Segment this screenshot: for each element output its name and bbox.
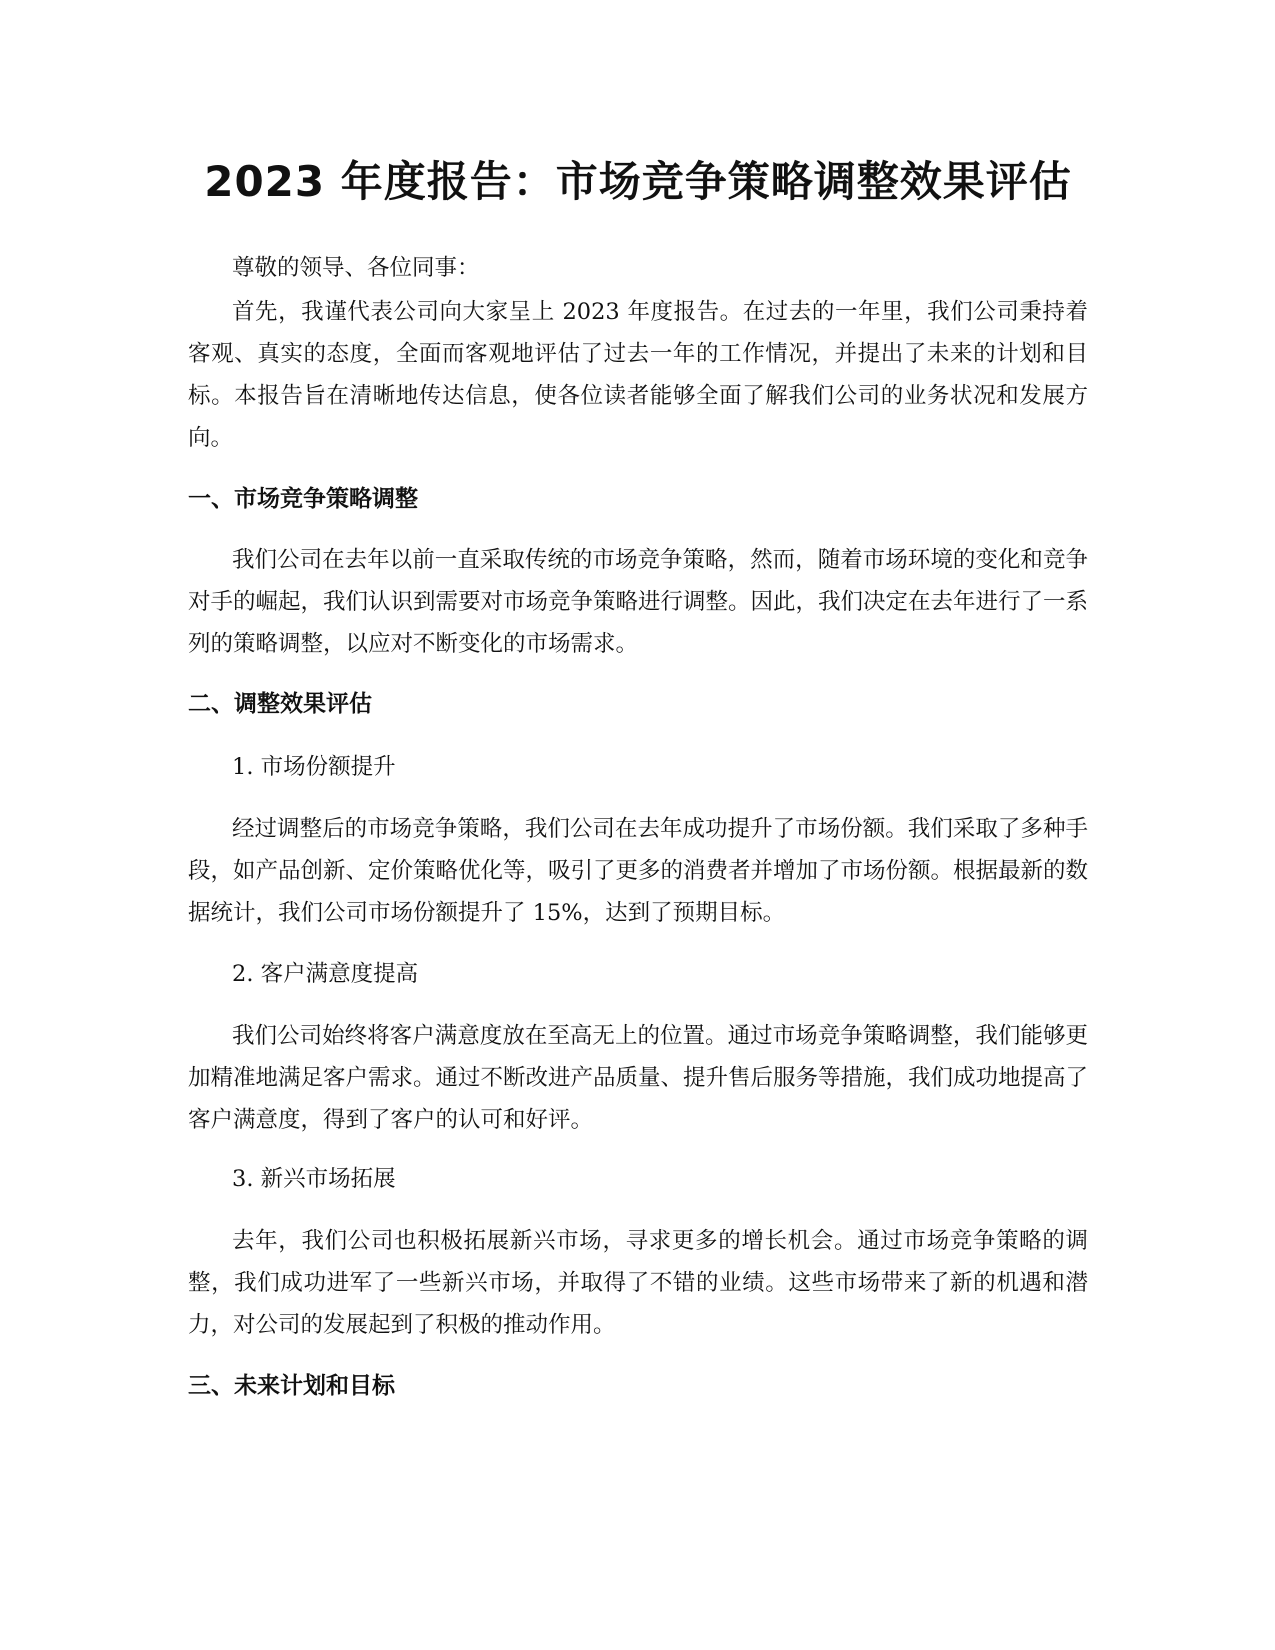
intro-paragraph: 首先，我谨代表公司向大家呈上 2023 年度报告。在过去的一年里，我们公司秉持着客观、真实的态度，全面而客观地评估了过去一年的工作情况，并提出了未来的计划和目标。本报告旨在清晰地传达信息，使各位读者能够全面了解我们公司的业务状况和发展方向。 [188, 299, 1088, 451]
document-page [188, 0, 1088, 1650]
section-1-heading: 一、市场竞争策略调整 [188, 486, 418, 512]
document-title: 2023 年度报告：市场竞争策略调整效果评估 [204, 157, 1072, 206]
item-1-paragraph: 经过调整后的市场竞争策略，我们公司在去年成功提升了市场份额。我们采取了多种手段，如产品创新、定价策略优化等，吸引了更多的消费者并增加了市场份额。根据最新的数据统计，我们公司市场份额提升了 15%，达到了预期目标。 [188, 816, 1089, 926]
section-1-paragraph: 我们公司在去年以前一直采取传统的市场竞争策略，然而，随着市场环境的变化和竞争对手的崛起，我们认识到需要对市场竞争策略进行调整。因此，我们决定在去年进行了一系列的策略调整，以应对不断变化的市场需求。 [188, 547, 1089, 657]
section-3-heading: 三、未来计划和目标 [188, 1373, 395, 1399]
item-2-paragraph: 我们公司始终将客户满意度放在至高无上的位置。通过市场竞争策略调整，我们能够更加精准地满足客户需求。通过不断改进产品质量、提升售后服务等措施，我们成功地提高了客户满意度，得到了客户的认可和好评。 [188, 1023, 1089, 1133]
item-1-title: 1. 市场份额提升 [232, 754, 396, 780]
greeting: 尊敬的领导、各位同事： [232, 255, 480, 281]
item-3-paragraph: 去年，我们公司也积极拓展新兴市场，寻求更多的增长机会。通过市场竞争策略的调整，我们成功进军了一些新兴市场，并取得了不错的业绩。这些市场带来了新的机遇和潜力，对公司的发展起到了积极的推动作用。 [188, 1228, 1088, 1338]
section-2-heading: 二、调整效果评估 [188, 691, 372, 717]
item-2-title: 2. 客户满意度提高 [232, 961, 419, 987]
item-3-title: 3. 新兴市场拓展 [232, 1166, 396, 1192]
